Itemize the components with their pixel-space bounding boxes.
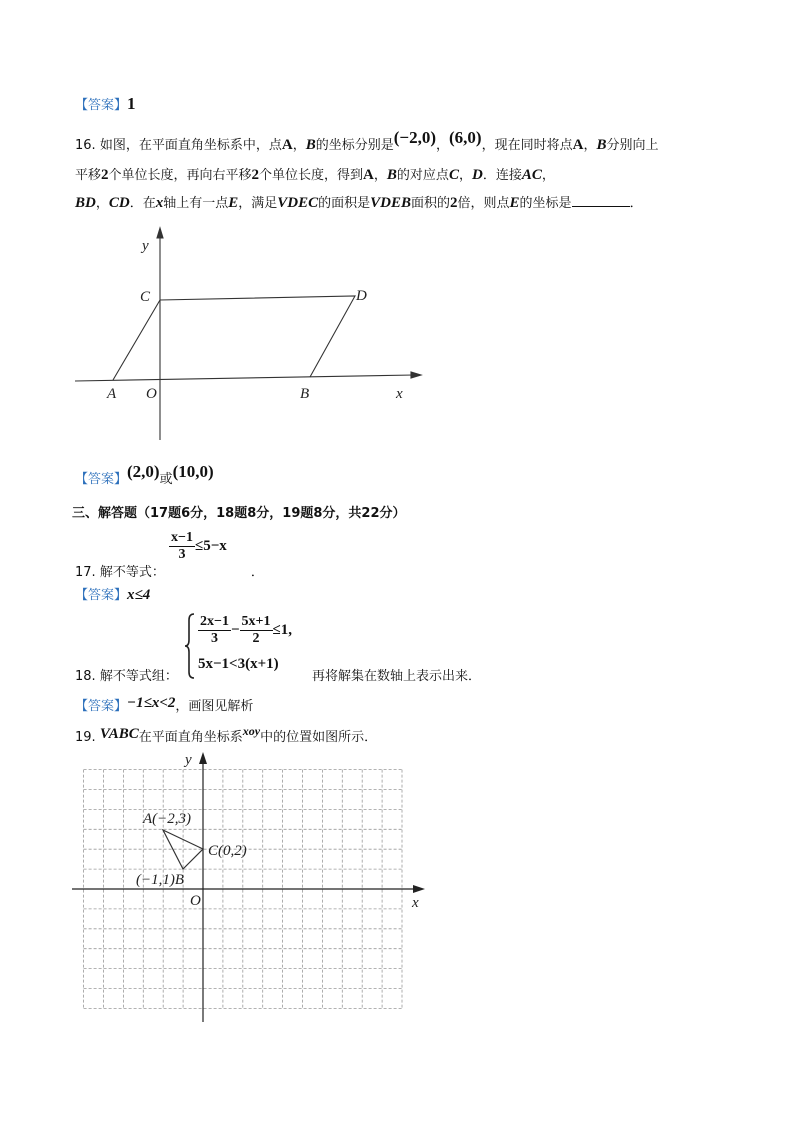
text: ， <box>292 138 306 153</box>
text: ，满足 <box>238 196 278 211</box>
text: 或 <box>159 472 173 487</box>
question-number: 19. <box>75 730 96 745</box>
answer-value: (2,0) <box>127 462 160 481</box>
fraction <box>240 614 273 647</box>
math: E <box>509 195 520 211</box>
math: VDEC <box>277 195 319 211</box>
numerator: x−1 <box>170 530 193 545</box>
math: A <box>572 137 584 153</box>
answer-value: 1 <box>127 94 136 113</box>
section-3-title: 三、解答题（17题6分，18题8分，19题8分，共22分） <box>72 506 406 521</box>
answer-value: (10,0) <box>172 462 214 481</box>
math: xoy <box>242 724 261 738</box>
x-axis-arrow <box>411 372 421 378</box>
text: ．连接 <box>482 168 522 183</box>
text: 的坐标分别是 <box>315 138 394 153</box>
math: (6,0) <box>449 128 482 147</box>
math: VABC <box>99 726 139 742</box>
label-x: x <box>412 895 419 911</box>
text: ， <box>583 138 597 153</box>
label-a: A(−2,3) <box>143 811 192 827</box>
text: ，现在同时将点 <box>481 138 573 153</box>
q18-line <box>75 665 178 684</box>
text: 平移 <box>75 168 102 183</box>
math: 2 <box>251 167 260 183</box>
q16-answer <box>75 462 214 488</box>
question-number: 16. <box>75 138 96 153</box>
text: ， <box>541 168 555 183</box>
math: B <box>305 137 316 153</box>
q18-system <box>198 614 292 647</box>
label-o: O <box>146 386 157 402</box>
parallelogram-acdb <box>113 296 355 380</box>
fraction <box>198 614 231 647</box>
text: 如图，在平面直角坐标系中，点 <box>99 138 282 153</box>
text: ．在 <box>129 196 156 211</box>
answer-label: 【答案】 <box>75 699 128 714</box>
text: ， <box>436 138 450 153</box>
text: 个单位长度，得到 <box>259 168 364 183</box>
math: 5x−1<3(x+1) <box>198 656 279 672</box>
q17 <box>75 530 264 580</box>
numerator: 5x+1 <box>241 614 271 629</box>
text: 在平面直角坐标系 <box>138 730 243 745</box>
math: AC <box>521 167 542 183</box>
question-number: 17. <box>75 565 96 580</box>
text: ． <box>629 196 643 211</box>
text: ， <box>373 168 387 183</box>
math: BD <box>75 195 96 211</box>
label-b: (−1,1)B <box>136 872 185 888</box>
answer-value: x≤4 <box>127 587 151 603</box>
math: ≤1, <box>272 622 293 638</box>
math: B <box>386 167 397 183</box>
denominator: 2 <box>252 631 260 646</box>
answer-value: −1≤x<2 <box>127 695 176 711</box>
math: − <box>230 622 240 638</box>
math: 2 <box>101 167 109 183</box>
answer-label: 【答案】 <box>75 588 128 603</box>
text: 的坐标是 <box>519 196 572 211</box>
text: 轴上有一点 <box>163 196 229 211</box>
math: D <box>471 167 483 183</box>
text: ． <box>250 565 264 580</box>
text: 的对应点 <box>396 168 449 183</box>
q19-line <box>75 726 377 746</box>
label-x: x <box>396 386 403 402</box>
q18-ineq2 <box>198 656 279 673</box>
question-number: 18. <box>75 669 96 684</box>
label-b: B <box>300 386 310 402</box>
math: CD <box>108 195 130 211</box>
text: 面积的 <box>411 196 451 211</box>
answer-label: 【答案】 <box>75 472 128 487</box>
text: ， <box>458 168 472 183</box>
label-a: A <box>107 386 117 402</box>
math: VDEB <box>370 195 411 211</box>
label-c: C(0,2) <box>208 843 247 859</box>
brace <box>184 612 196 680</box>
text: ，画图见解析 <box>175 699 254 714</box>
label-d: D <box>356 288 367 304</box>
fraction <box>169 530 195 563</box>
text: 个单位长度，再向右平移 <box>108 168 252 183</box>
math: x <box>155 195 164 211</box>
text: 中的位置如图所示． <box>260 730 378 745</box>
label-y: y <box>185 752 192 768</box>
numerator: 2x−1 <box>200 614 229 629</box>
q17-answer <box>75 584 150 604</box>
q18-answer <box>75 695 253 715</box>
math: B <box>596 137 607 153</box>
math: (−2,0) <box>393 128 436 147</box>
brace-shape <box>185 614 194 678</box>
answer-label: 【答案】 <box>75 98 128 113</box>
text: 倍，则点 <box>457 196 510 211</box>
math: E <box>228 195 239 211</box>
denominator: 3 <box>178 547 186 562</box>
math: A <box>363 167 374 183</box>
label-y: y <box>142 238 149 254</box>
text: 解不等式组： <box>99 669 178 684</box>
math: C <box>448 167 459 183</box>
text: ， <box>95 196 109 211</box>
text: 分别向上 <box>606 138 659 153</box>
denominator: 3 <box>210 631 218 646</box>
q18-tail: 再将解集在数轴上表示出来． <box>312 669 482 684</box>
math: A <box>281 137 293 153</box>
label-c: C <box>140 289 151 305</box>
label-o: O <box>190 893 201 909</box>
math: 2 <box>450 195 458 211</box>
x-axis <box>75 375 414 381</box>
math: ≤5−x <box>194 538 227 554</box>
y-axis-arrow <box>157 228 163 238</box>
text: 解不等式： <box>99 565 165 580</box>
text: 的面积是 <box>318 196 371 211</box>
